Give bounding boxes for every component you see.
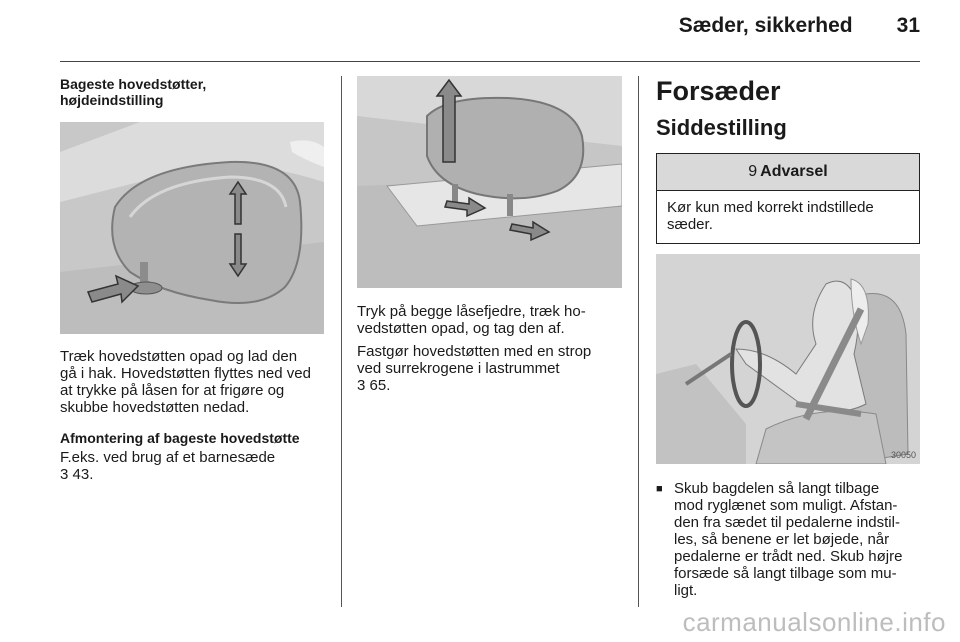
paragraph-3: Tryk på begge låsefjedre, træk ho- vedstøtten opad, og tag den af. — [357, 303, 586, 337]
seating-position-illustration — [656, 254, 920, 464]
warning-label: Advarsel — [760, 163, 828, 180]
bullet-text: Skub bagdelen så langt tilbage mod ryglænet som muligt. Afstan- den fra sædet til pedalerne indstil- les, så benene er let bøjede, når pedalerne er trådt ned. Skub højre forsæde så langt tilbage som mu- ligt. — [674, 480, 903, 599]
page-reference[interactable]: 3 43. — [60, 466, 94, 483]
page-number: 31 — [896, 14, 920, 37]
column-divider-1 — [341, 76, 342, 607]
column-1 — [60, 76, 326, 483]
rear-headrest-illustration — [60, 122, 324, 334]
section-subtitle: Siddestilling — [656, 115, 787, 140]
driver-seating-illustration — [656, 254, 920, 464]
warning-box — [656, 153, 920, 244]
header-rule — [60, 61, 920, 62]
paragraph-4: Fastgør hovedstøtten med en strop ved surrekrogene i lastrummet 3 65. — [357, 343, 592, 394]
list-item — [656, 480, 920, 599]
image-code: 30050 — [890, 450, 916, 460]
paragraph-1: Træk hovedstøtten opad og lad den gå i hak. Hovedstøtten flyttes ned ved at trykke på låsen for at frigøre og skubbe hovedstøtten nedad. — [60, 348, 311, 416]
bullet-square-icon: ■ — [656, 483, 663, 495]
section-title: Forsæder — [656, 76, 781, 106]
warning-triangle-icon: 9 — [748, 163, 758, 180]
section-heading: Bageste hovedstøtter, højdeindstilling — [60, 76, 207, 108]
column-3 — [656, 76, 920, 599]
warning-header — [657, 154, 919, 191]
page-header — [679, 14, 920, 38]
page-reference[interactable]: 3 65. — [357, 377, 391, 394]
column-2 — [357, 76, 622, 394]
paragraph-2: F.eks. ved brug af et barnesæde 3 43. — [60, 449, 276, 483]
headrest-removal-illustration — [357, 76, 622, 288]
subheading-removal: Afmontering af bageste hovedstøtte — [60, 430, 300, 446]
header-title: Sæder, sikkerhed — [678, 14, 853, 37]
warning-body: Kør kun med korrekt indstillede sæder. — [667, 199, 874, 233]
watermark: carmanualsonline.info — [682, 607, 946, 637]
column-divider-2 — [638, 76, 639, 607]
